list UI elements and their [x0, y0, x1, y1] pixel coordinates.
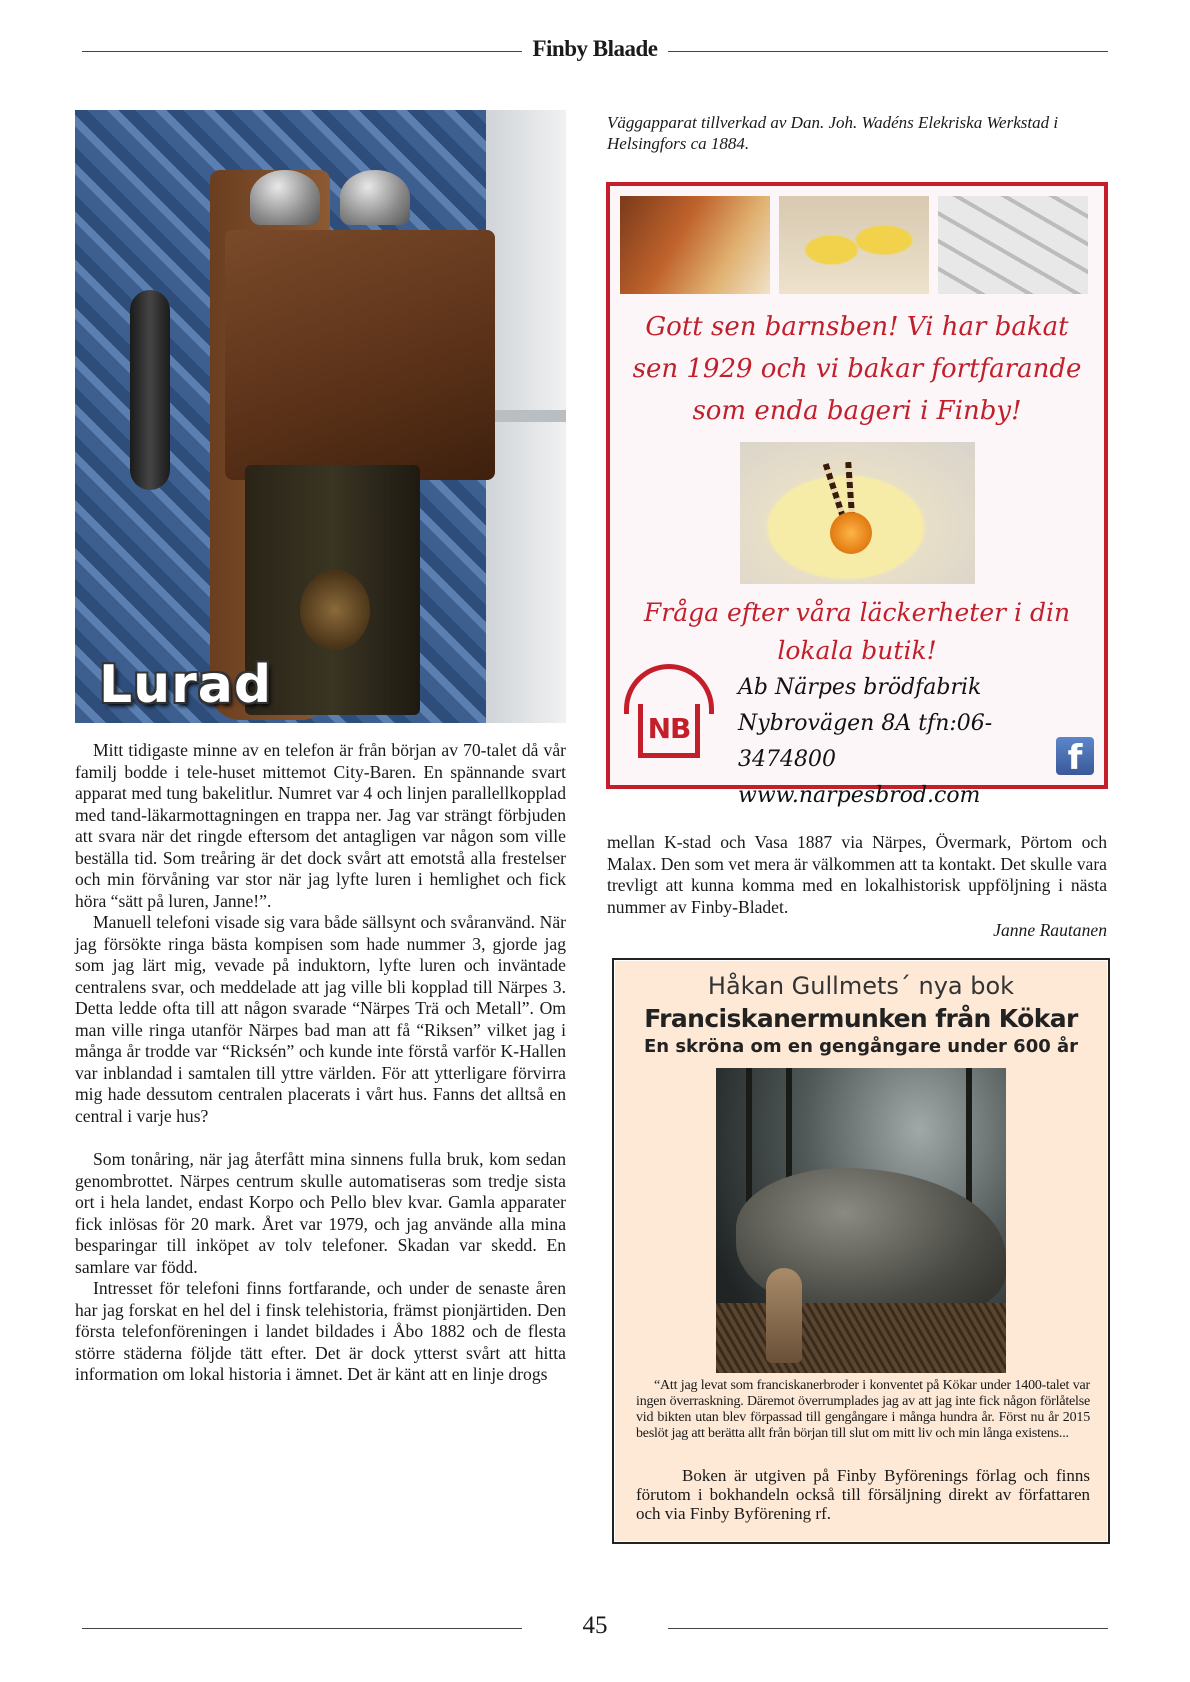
article-left-column — [75, 740, 566, 1386]
bell-icon — [250, 170, 320, 225]
footer-rule-left — [82, 1628, 522, 1629]
article-paragraph: Intresset för telefoni finns fortfarande, och under de senaste åren har jag forskat en hel del i finsk telehistoria, främst pionjärtiden. Den första telefonföreningen i landet bildades i Åbo 1882 och de flesta större städerna följde tätt efter. Det är dock ytterst svårt att hitta information om lokal historia i ämnet. Det är känt att en linje drogs — [75, 1278, 566, 1384]
article-right-column: mellan K-stad och Vasa 1887 via Närpes, Övermark, Pörtom och Malax. Den som vet mera är välkommen att ta kontakt. Det skulle vara trevligt att kunna komma med en lokalhistorisk uppföljning i nästa nummer av Finby-Bladet. — [607, 832, 1107, 917]
article-paragraph: Som tonåring, när jag återfått mina sinnens fulla bruk, kom sedan genombrottet. Närpes centrum skulle automatiseras som tredje sista ort i hela landet, endast Korpo och Pello blev kvar. Gamla apparater fick inlösas för 20 mark. Året var 1979, och jag använde alla mina besparingar till inköpet av tolv telefoner. Skadan var skedd. En samlare var född. — [75, 1149, 566, 1277]
bakery-photo-dessert — [740, 442, 975, 584]
bakery-logo-text: NB — [647, 712, 691, 745]
bakery-photo-buns — [779, 196, 929, 294]
bakery-address: Nybrovägen 8A tfn:06-3474800 — [738, 711, 993, 772]
telephone-photo — [75, 110, 566, 723]
article-paragraph: Mitt tidigaste minne av en telefon är från början av 70-talet då vår familj bodde i tele-huset mittemot City-Baren. En spännande svart apparat med tung bakelitlur. Numret var 4 och linjen parallellkopplad med tand-läkarmottagningen en trappa ner. Jag var strängt förbjuden att svara när det ringde eftersom det antagligen var någon som ville beställa tid. Som treåring är det dock svårt att emotstå alla frestelser och min förvåning var stor när jag lyfte luren i hemlighet och fick höra “sätt på luren, Janne!”. — [75, 740, 566, 911]
facebook-icon[interactable]: f — [1056, 737, 1094, 775]
article-paragraph: Manuell telefoni visade sig vara både sällsynt och svåranvänd. När jag försökte ringa bästa kompisen som hade nummer 3, gjorde jag som jag lärt mig, vevade på induktorn, lyfte luren och inväntade centralens svar, och meddelade att jag ville bli kopplad till Närpes 3. Detta ledde ofta till att någon svarade “Närpes Trä och Metall”. Om man ville ringa utanför Närpes bad man att få “Riksen” vilket jag i många år trodde var “Ricksén” och kunde inte förstå varför K-Hallen var inblandad i samtalen till yttre världen. För att ytterligare förvirra mig hade dessutom centralen placerats i vårt hus. Fanns det alltså en central i varje hus? — [75, 912, 566, 1126]
book-cover-image — [716, 1068, 1006, 1373]
bakery-photo-pastries — [938, 196, 1088, 294]
bakery-contact — [738, 670, 1058, 814]
book-subtitle: En skröna om en gengångare under 600 år — [643, 1036, 1079, 1057]
bakery-photo-oven — [620, 196, 770, 294]
bakery-headline: Gott sen barnsben! Vi har bakat sen 1929 och vi bakar fortfarande som enda bageri i Finby! — [632, 312, 1082, 426]
footer-rule-right — [668, 1628, 1108, 1629]
photo-caption: Väggapparat tillverkad av Dan. Joh. Wadéns Elekriska Werkstad i Helsingfors ca 1884. — [607, 113, 1059, 153]
photo-label: Lurad — [99, 655, 273, 715]
page-footer — [82, 1610, 1108, 1646]
article-author: Janne Rautanen — [993, 920, 1107, 940]
bakery-logo — [624, 664, 714, 760]
header-rule-right — [668, 51, 1108, 52]
page-number: 45 — [582, 1612, 608, 1639]
book-advertisement — [612, 958, 1110, 1544]
book-availability: Boken är utgiven på Finby Byförenings förlag och finns förutom i bokhandeln också till försäljning direkt av författaren och via Finby Byförening rf. — [636, 1466, 1090, 1523]
page-header — [82, 36, 1108, 66]
bakery-advertisement — [606, 182, 1108, 808]
header-rule-left — [82, 51, 522, 52]
bakery-website[interactable]: www.narpesbrod.com — [738, 783, 981, 808]
book-title: Franciskanermunken från Kökar — [644, 1004, 1078, 1033]
bakery-subline: Fråga efter våra läckerheter i din lokala butik! — [643, 598, 1071, 665]
monk-figure — [766, 1268, 802, 1363]
bell-icon — [340, 170, 410, 225]
book-author-line: Håkan Gullmets´ nya bok — [707, 972, 1015, 1000]
receiver-icon — [130, 290, 170, 490]
bakery-company: Ab Närpes brödfabrik — [738, 675, 982, 700]
book-quote: “Att jag levat som franciskanerbroder i konventet på Kökar under 1400-talet var ingen överraskning. Däremot överrumplades jag av att jag inte fick någon förlåtelse vid bikten utan blev förpassad till gengångare i många hundra år. Först nu år 2015 beslöt jag att berätta allt från början till slut om mitt liv och min långa existens... — [636, 1378, 1090, 1441]
publication-title: Finby Blaade — [532, 36, 658, 61]
